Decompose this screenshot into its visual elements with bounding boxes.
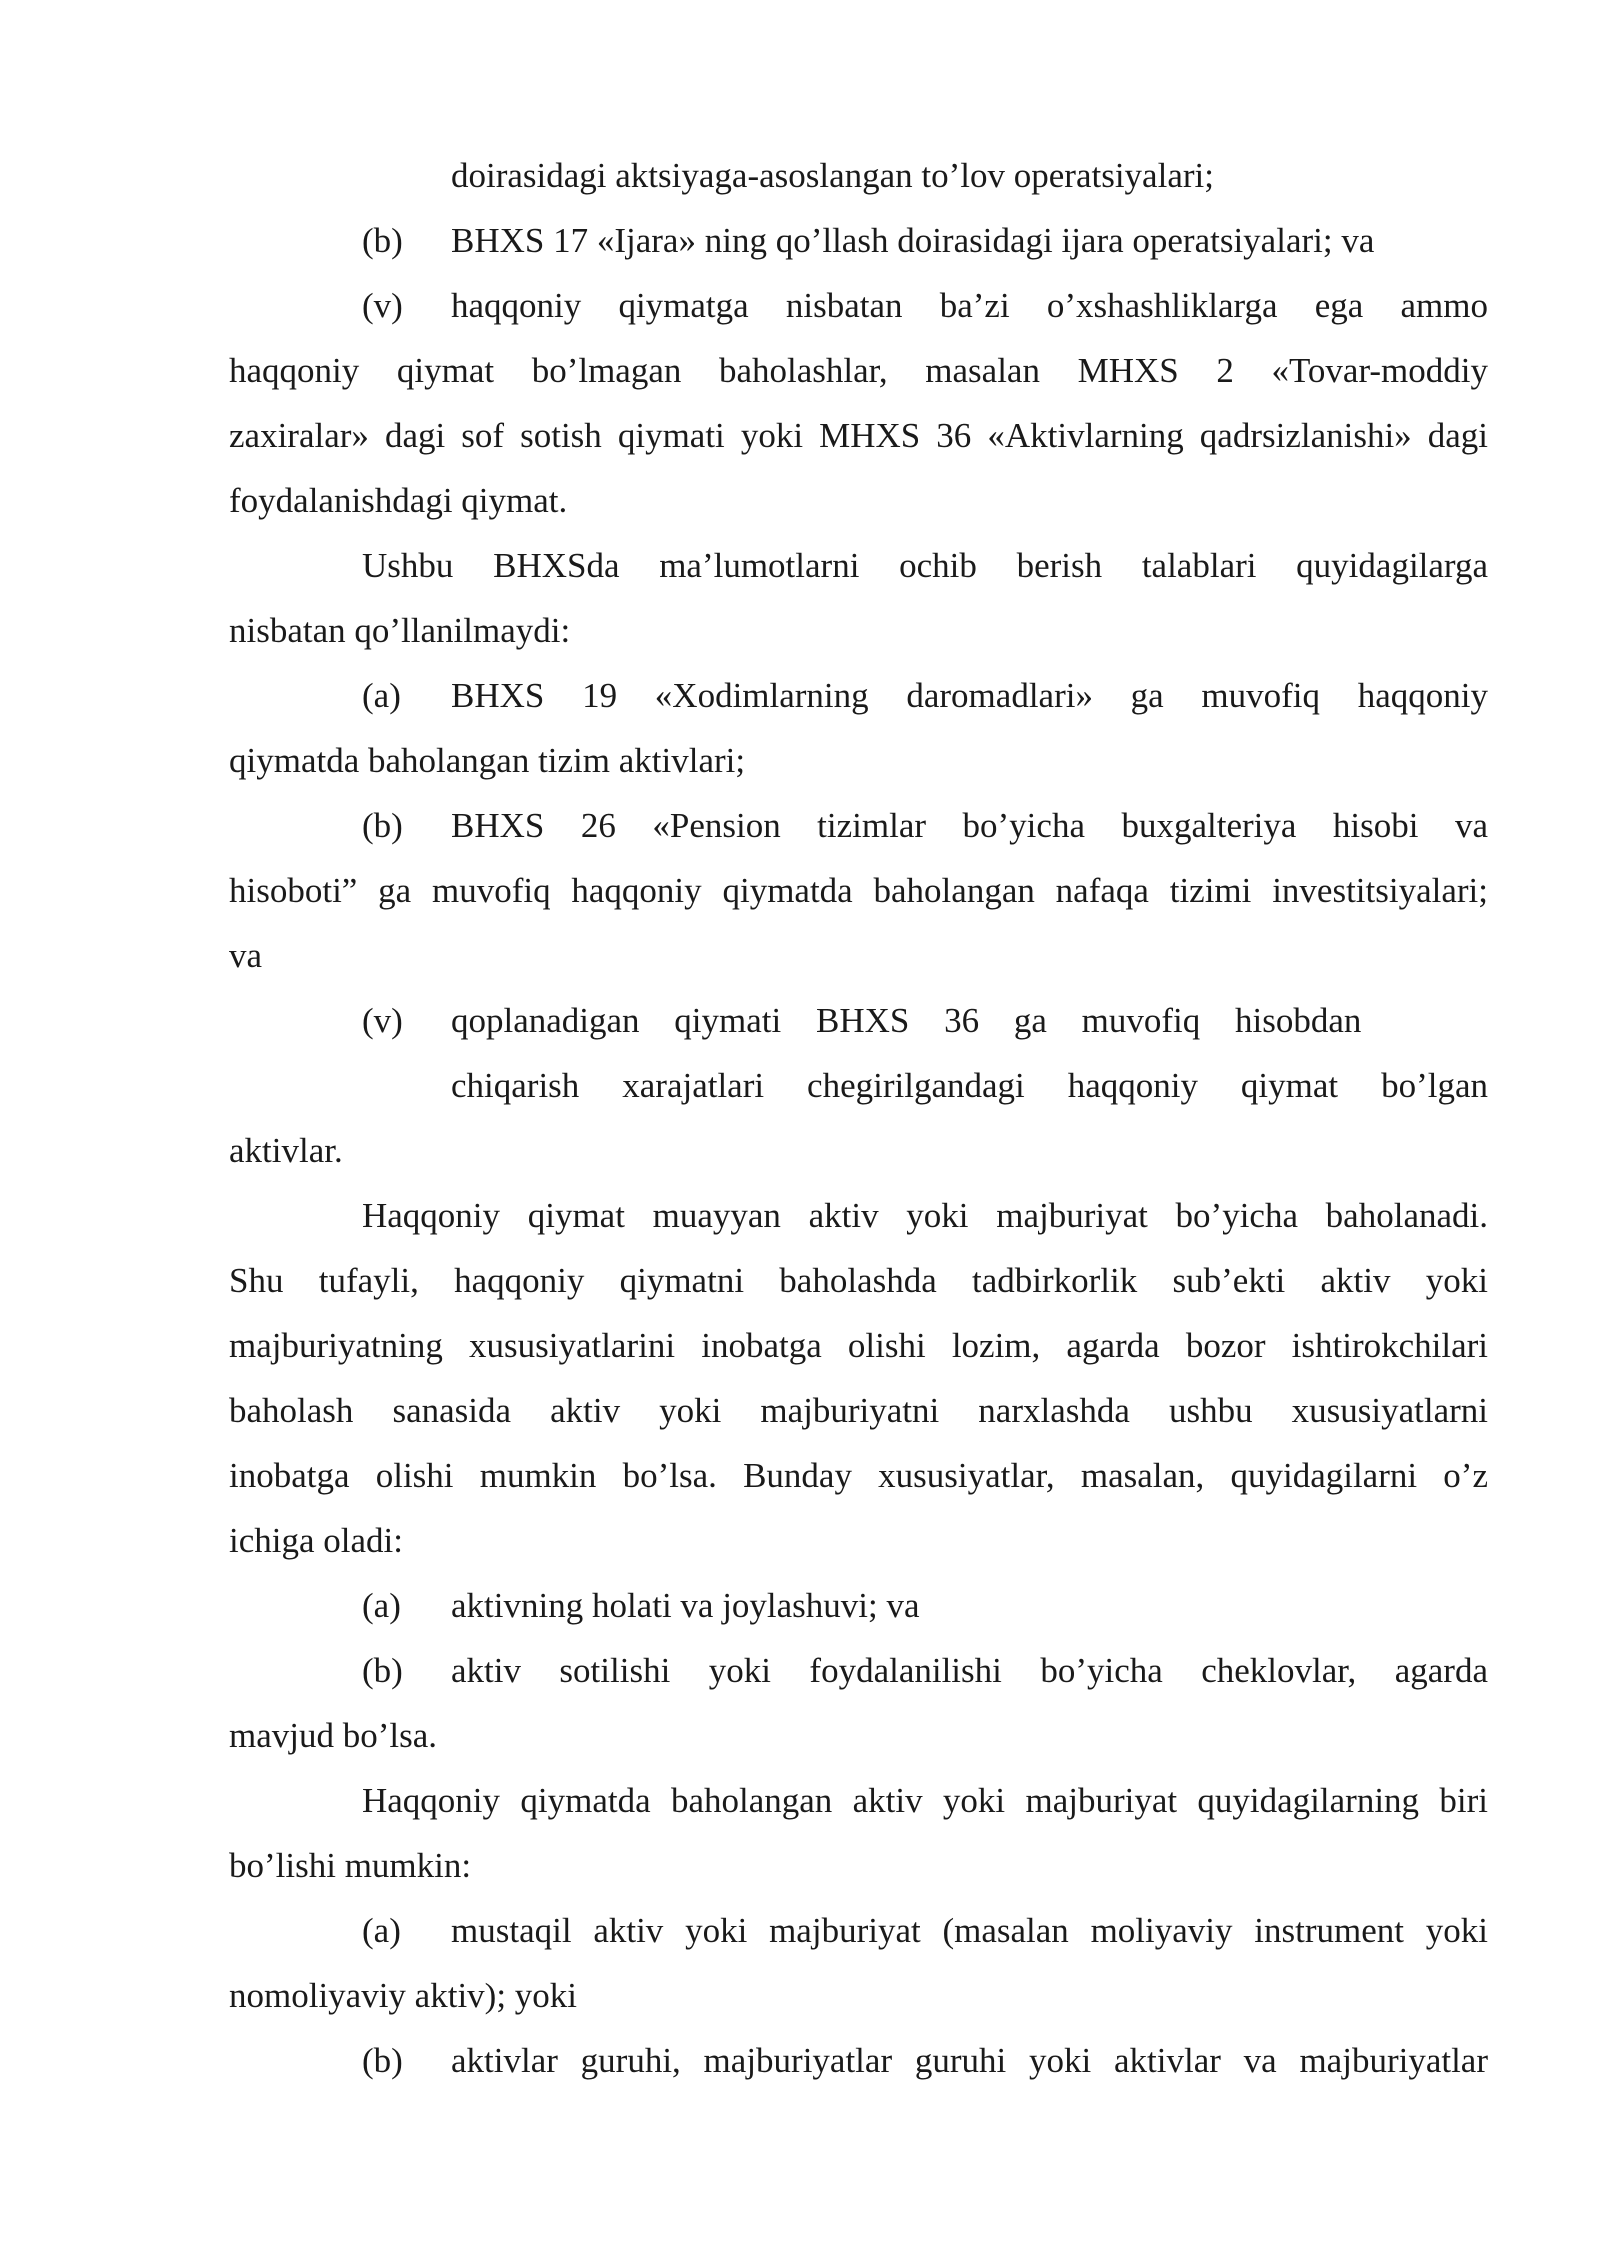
text-line: inobatga olishi mumkin bo’lsa. Bunday xususiyatlar, masalan, quyidagilarni o’z [229,1456,1488,1495]
text-line: hisoboti” ga muvofiq haqqoniy qiymatda baholangan nafaqa tizimi investitsiyalari; [229,871,1488,910]
paragraph-start: Haqqoniy qiymat muayyan aktiv yoki majburiyat bo’yicha baholanadi. [362,1196,1488,1235]
list-marker: (b) [362,221,403,260]
list-item-b: (b) aktiv sotilishi yoki foydalanilishi bo’yicha cheklovlar, agarda [229,1638,1488,1703]
text-line: nisbatan qo’llanilmaydi: [229,611,571,650]
list-item-b: (b) aktivlar guruhi, majburiyatlar guruhi yoki aktivlar va majburiyatlar [229,2028,1488,2093]
text-line: foydalanishdagi qiymat. [229,481,568,520]
list-item-a: (a) BHXS 19 «Xodimlarning daromadlari» ga muvofiq haqqoniy [229,663,1488,728]
list-item-a: (a) mustaqil aktiv yoki majburiyat (masalan moliyaviy instrument yoki [229,1898,1488,1963]
text-line: aktivlar. [229,1131,343,1170]
text-line: mavjud bo’lsa. [229,1716,438,1755]
paragraph-start: Ushbu BHXSda ma’lumotlarni ochib berish talablari quyidagilarga [362,546,1488,585]
list-marker: (v) [362,286,403,325]
list-marker: (a) [362,676,401,715]
text-line: qiymatda baholangan tizim aktivlari; [229,741,746,780]
paragraph-start: Haqqoniy qiymatda baholangan aktiv yoki majburiyat quyidagilarning biri [362,1781,1488,1820]
text-line: nomoliyaviy aktiv); yoki [229,1976,578,2015]
list-marker: (v) [362,1001,403,1040]
list-marker: (b) [362,806,403,845]
list-marker: (b) [362,1651,403,1690]
list-item-a: (a) aktivning holati va joylashuvi; va [229,1573,1488,1638]
document-page [229,143,1488,2093]
text-line: chiqarish xarajatlari chegirilgandagi haqqoniy qiymat bo’lgan [451,1066,1488,1105]
list-marker: (a) [362,1911,401,1950]
list-marker: (b) [362,2041,403,2080]
text-line: zaxiralar» dagi sof sotish qiymati yoki MHXS 36 «Aktivlarning qadrsizlanishi» dagi [229,416,1488,455]
list-item-v: (v) haqqoniy qiymatga nisbatan ba’zi o’xshashliklarga ega ammo [229,273,1488,338]
text-line: bo’lishi mumkin: [229,1846,472,1885]
list-item-b: (b) BHXS 17 «Ijara» ning qo’llash doirasidagi ijara operatsiyalari; va [229,208,1488,273]
list-marker: (a) [362,1586,401,1625]
list-item-v: (v) qoplanadigan qiymati BHXS 36 ga muvofiq hisobdan [229,988,1488,1053]
text-line: ichiga oladi: [229,1521,403,1560]
text-line: Shu tufayli, haqqoniy qiymatni baholashda tadbirkorlik sub’ekti aktiv yoki [229,1261,1488,1300]
text-line: haqqoniy qiymat bo’lmagan baholashlar, masalan MHXS 2 «Tovar-moddiy [229,351,1488,390]
text-line: doirasidagi aktsiyaga-asoslangan to’lov operatsiyalari; [451,156,1214,195]
text-line: va [229,936,263,975]
text-line: majburiyatning xususiyatlarini inobatga olishi lozim, agarda bozor ishtirokchilari [229,1326,1488,1365]
list-item-b: (b) BHXS 26 «Pension tizimlar bo’yicha buxgalteriya hisobi va [229,793,1488,858]
text-line: baholash sanasida aktiv yoki majburiyatni narxlashda ushbu xususiyatlarni [229,1391,1488,1430]
